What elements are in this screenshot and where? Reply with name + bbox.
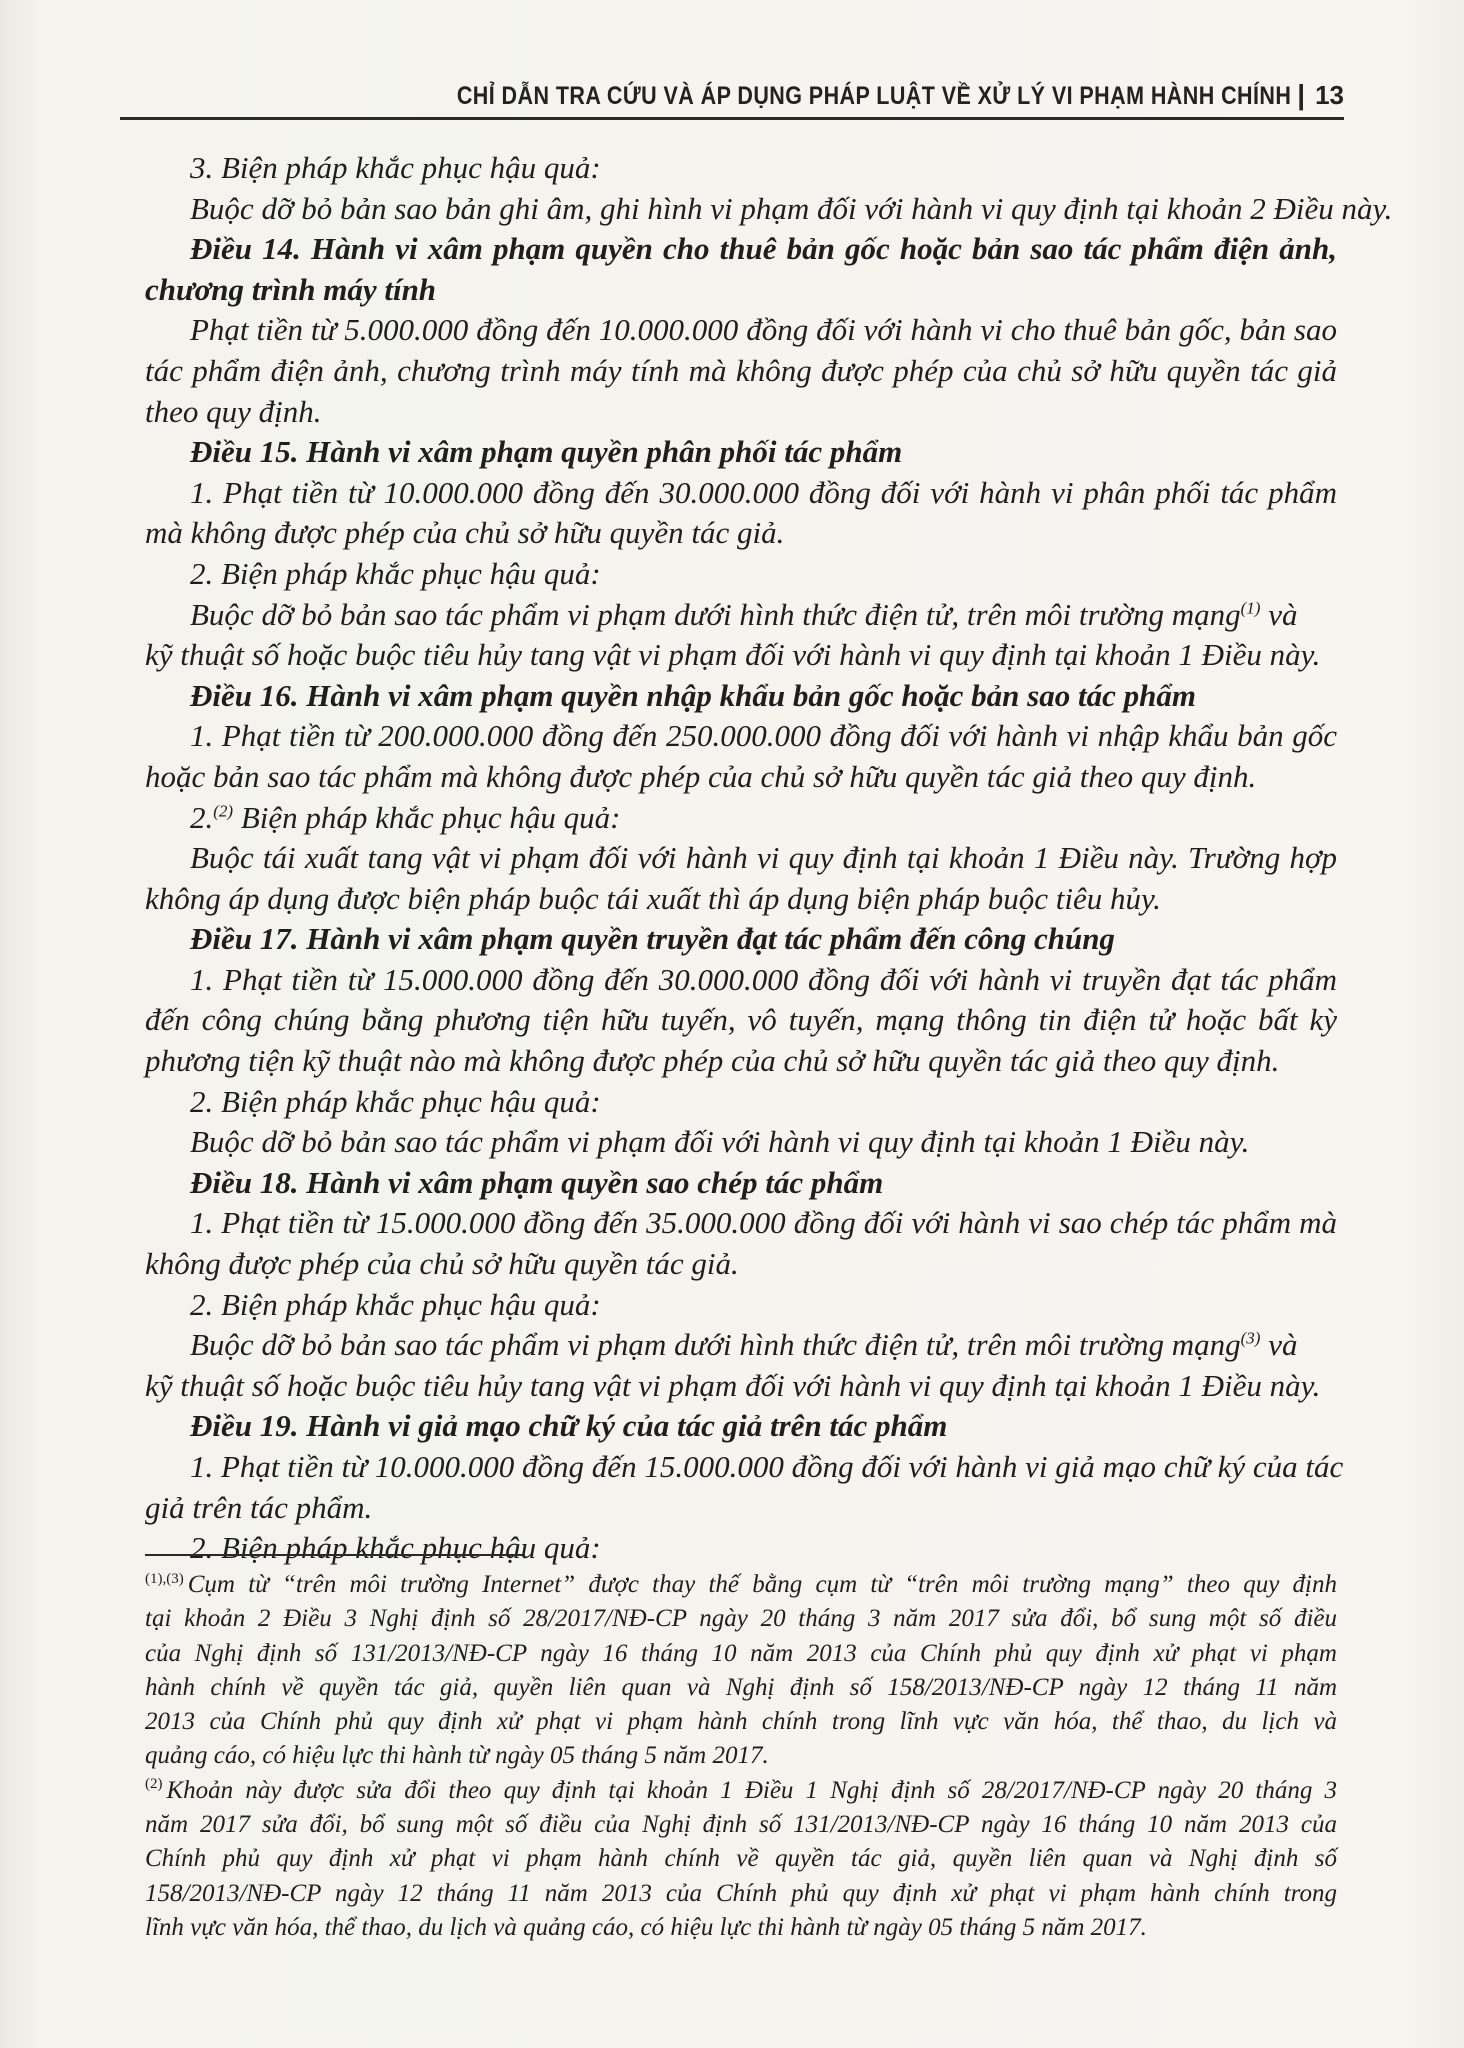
article-16-heading: Điều 16. Hành vi xâm phạm quyền nhập khẩu bản gốc hoặc bản sao tác phẩm [190, 677, 1196, 713]
article-14-heading-cont: chương trình máy tính [145, 271, 437, 307]
footnote-line: tại khoản 2 Điều 3 Nghị định số 28/2017/NĐ-CP ngày 20 tháng 3 năm 2017 sửa đổi, bổ sung một số điều [145, 1605, 1337, 1633]
paragraph-line: không được phép của chủ sở hữu quyền tác giả. [145, 1246, 739, 1282]
paragraph-line: mà không được phép của chủ sở hữu quyền tác giả. [145, 515, 785, 551]
paragraph-line [145, 1325, 1337, 1366]
article-19-heading: Điều 19. Hành vi giả mạo chữ ký của tác giả trên tác phẩm [190, 1408, 948, 1444]
paragraph-line: phương tiện kỹ thuật nào mà không được phép của chủ sở hữu quyền tác giả theo quy định. [145, 1043, 1280, 1079]
footnote-marker-1-3: (1),(3) [145, 1570, 184, 1587]
paragraph-line: 2. Biện pháp khắc phục hậu quả: [190, 555, 601, 591]
paragraph-line: 3. Biện pháp khắc phục hậu quả: [190, 150, 601, 185]
article-15-heading: Điều 15. Hành vi xâm phạm quyền phân phối tác phẩm [190, 434, 903, 470]
article-14-heading: Điều 14. Hành vi xâm phạm quyền cho thuê bản gốc hoặc bản sao tác phẩm điện ảnh, [190, 231, 1337, 267]
footnote-text: Cụm từ “trên môi trường Internet” được thay thế bằng cụm từ “trên môi trường mạng” theo quy định [187, 1571, 1337, 1598]
paragraph-line: kỹ thuật số hoặc buộc tiêu hủy tang vật vi phạm đối với hành vi quy định tại khoản 1 Điều này. [145, 637, 1321, 673]
paragraph-line: theo quy định. [145, 393, 322, 429]
running-title: CHỈ DẪN TRA CỨU VÀ ÁP DỤNG PHÁP LUẬT VỀ XỬ LÝ VI PHẠM HÀNH CHÍNH [456, 82, 1292, 110]
footnote-line: Chính phủ quy định xử phạt vi phạm hành chính về quyền tác giả, quyền liên quan và Nghị định số [145, 1845, 1337, 1873]
article-17-heading: Điều 17. Hành vi xâm phạm quyền truyền đạt tác phẩm đến công chúng [190, 921, 1115, 957]
paragraph-text: Biện pháp khắc phục hậu quả: [233, 799, 621, 835]
paragraph-line: Buộc dỡ bỏ bản sao bản ghi âm, ghi hình vi phạm đối với hành vi quy định tại khoản 2 Điều này. [190, 190, 1393, 226]
paragraph-line: 1. Phạt tiền từ 15.000.000 đồng đến 30.000.000 đồng đối với hành vi truyền đạt tác phẩm [190, 961, 1337, 997]
paragraph-line: đến công chúng bằng phương tiện hữu tuyến, vô tuyến, mạng thông tin điện tử hoặc bất kỳ [145, 1002, 1337, 1038]
paragraph-line: Phạt tiền từ 5.000.000 đồng đến 10.000.000 đồng đối với hành vi cho thuê bản gốc, bản sao [190, 312, 1337, 348]
footnote-line: năm 2017 sửa đổi, bổ sung một số điều của Nghị định số 131/2013/NĐ-CP ngày 16 tháng 10 năm 2013 của [145, 1811, 1337, 1839]
footnote-line: 158/2013/NĐ-CP ngày 12 tháng 11 năm 2013 của Chính phủ quy định xử phạt vi phạm hành chính trong [145, 1879, 1337, 1907]
footnote-line: của Nghị định số 131/2013/NĐ-CP ngày 16 tháng 10 năm 2013 của Chính phủ quy định xử phạt vi phạm [145, 1639, 1337, 1667]
footnote-line: lĩnh vực văn hóa, thể thao, du lịch và quảng cáo, có hiệu lực thi hành từ ngày 05 tháng 5 năm 2017. [145, 1913, 1147, 1941]
paragraph-line: Buộc tái xuất tang vật vi phạm đối với hành vi quy định tại khoản 1 Điều này. Trường hợp [190, 840, 1337, 876]
paragraph-line: 1. Phạt tiền từ 200.000.000 đồng đến 250.000.000 đồng đối với hành vi nhập khẩu bản gốc [190, 718, 1337, 754]
paragraph-line: kỹ thuật số hoặc buộc tiêu hủy tang vật vi phạm đối với hành vi quy định tại khoản 1 Điều này. [145, 1367, 1321, 1403]
paragraph-line: 1. Phạt tiền từ 10.000.000 đồng đến 30.000.000 đồng đối với hành vi phân phối tác phẩm [190, 474, 1337, 510]
paragraph-line [145, 798, 1337, 839]
paragraph-text: và [1260, 596, 1298, 632]
body-text [145, 148, 1393, 1569]
paragraph-line: tác phẩm điện ảnh, chương trình máy tính mà không được phép của chủ sở hữu quyền tác giả [145, 352, 1337, 388]
paragraph-line [145, 595, 1337, 636]
paragraph-line: Buộc dỡ bỏ bản sao tác phẩm vi phạm đối với hành vi quy định tại khoản 1 Điều này. [190, 1124, 1250, 1160]
article-18-heading: Điều 18. Hành vi xâm phạm quyền sao chép tác phẩm [190, 1164, 884, 1200]
page-number: 13 [1315, 80, 1344, 110]
paragraph-text: và [1260, 1327, 1298, 1363]
paragraph-line: không áp dụng được biện pháp buộc tái xuất thì áp dụng biện pháp buộc tiêu hủy. [145, 880, 1161, 916]
footnote-ref-3[interactable]: (3) [1240, 1328, 1261, 1348]
footnote-ref-2[interactable]: (2) [213, 801, 234, 821]
paragraph-line: hoặc bản sao tác phẩm mà không được phép của chủ sở hữu quyền tác giả theo quy định. [145, 758, 1257, 794]
paragraph-text: Buộc dỡ bỏ bản sao tác phẩm vi phạm dưới hình thức điện tử, trên môi trường mạng [190, 1327, 1241, 1363]
footnote-divider [145, 1554, 525, 1556]
paragraph-line: 2. Biện pháp khắc phục hậu quả: [190, 1530, 601, 1566]
page-header [120, 68, 1344, 120]
footnote-line [145, 1568, 1337, 1602]
footnote-line: 2013 của Chính phủ quy định xử phạt vi phạm hành chính trong lĩnh vực văn hóa, thể thao, du lịch và [145, 1708, 1337, 1736]
footnote-line: quảng cáo, có hiệu lực thi hành từ ngày 05 tháng 5 năm 2017. [145, 1742, 769, 1770]
footnote-ref-1[interactable]: (1) [1240, 598, 1261, 618]
paragraph-text: 2. [190, 799, 214, 835]
paragraph-text: Buộc dỡ bỏ bản sao tác phẩm vi phạm dưới hình thức điện tử, trên môi trường mạng [190, 596, 1241, 632]
footnote-line: hành chính về quyền tác giả, quyền liên quan và Nghị định số 158/2013/NĐ-CP ngày 12 tháng 11 năm [145, 1673, 1337, 1701]
paragraph-line: 2. Biện pháp khắc phục hậu quả: [190, 1286, 601, 1322]
footnotes [145, 1568, 1337, 1945]
paragraph-line: 1. Phạt tiền từ 10.000.000 đồng đến 15.000.000 đồng đối với hành vi giả mạo chữ ký của tác [190, 1449, 1344, 1484]
footnote-line [145, 1774, 1337, 1808]
paragraph-line: giả trên tác phẩm. [145, 1489, 373, 1525]
paragraph-line: 1. Phạt tiền từ 15.000.000 đồng đến 35.000.000 đồng đối với hành vi sao chép tác phẩm mà [190, 1205, 1337, 1241]
footnote-marker-2: (2) [145, 1776, 163, 1793]
header-separator: | [1297, 79, 1306, 110]
footnote-text: Khoản này được sửa đổi theo quy định tại khoản 1 Điều 1 Nghị định số 28/2017/NĐ-CP ngày 20 tháng 3 [166, 1776, 1337, 1804]
paragraph-line: 2. Biện pháp khắc phục hậu quả: [190, 1083, 601, 1119]
